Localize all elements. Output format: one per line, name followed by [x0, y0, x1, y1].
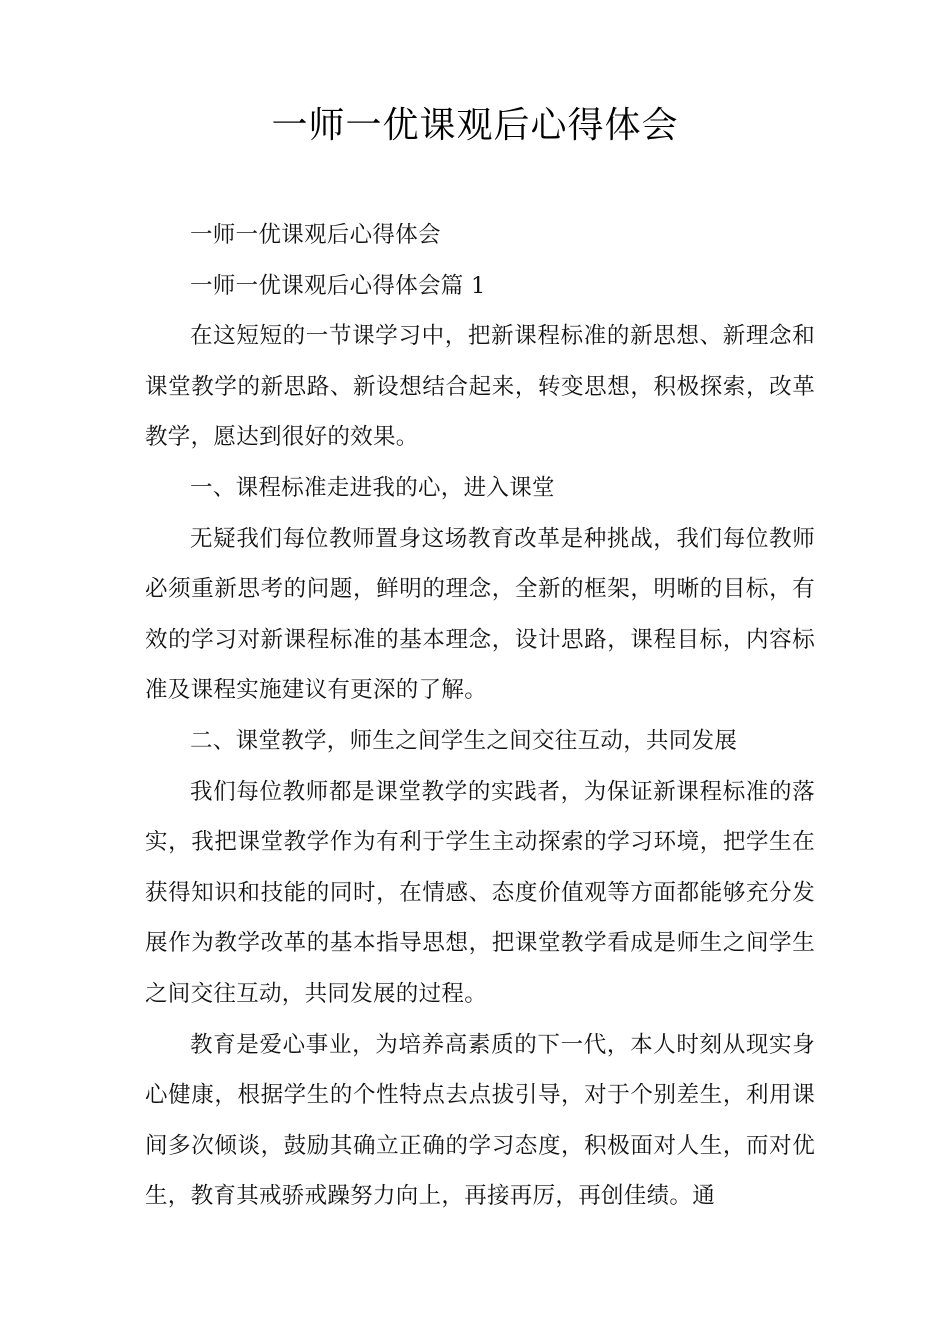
paragraph-heading-one: 一、课程标准走进我的心，进入课堂 — [190, 474, 555, 501]
paragraph-body-three: 教育是爱心事业，为培养高素质的下一代，本人时刻从现实身心健康，根据学生的个性特点去点拔引导，对于个别差生，利用课间多次倾谈，鼓励其确立正确的学习态度，积极面对人生，而对优生，教育其戒骄戒躁努力向上，再接再厉，再创佳绩。通 — [145, 1031, 815, 1210]
paragraph-heading-two: 二、课堂教学，师生之间学生之间交往互动，共同发展 — [190, 727, 738, 754]
paragraph-body-one: 无疑我们每位教师置身这场教育改革是种挑战，我们每位教师必须重新思考的问题，鲜明的理念，全新的框架，明晰的目标，有效的学习对新课程标准的基本理念，设计思路，课程目标，内容标准及课程实施建议有更深的了解。 — [145, 525, 815, 704]
paragraph-body-two: 我们每位教师都是课堂教学的实践者，为保证新课程标准的落实，我把课堂教学作为有利于学生主动探索的学习环境，把学生在获得知识和技能的同时，在情感、态度价值观等方面都能够充分发展作为教学改革的基本指导思想，把课堂教学看成是师生之间学生之间交往互动，共同发展的过程。 — [145, 778, 815, 1007]
document-body — [145, 210, 815, 1222]
paragraph-section-heading: 一师一优课观后心得体会篇 1 — [190, 272, 486, 299]
paragraph-subtitle: 一师一优课观后心得体会 — [190, 222, 441, 248]
paragraph-intro: 在这短短的一节课学习中，把新课程标准的新思想、新理念和课堂教学的新思路、新设想结合起来，转变思想，积极探索，改革教学，愿达到很好的效果。 — [145, 323, 815, 451]
document-title: 一师一优课观后心得体会 — [271, 105, 679, 146]
